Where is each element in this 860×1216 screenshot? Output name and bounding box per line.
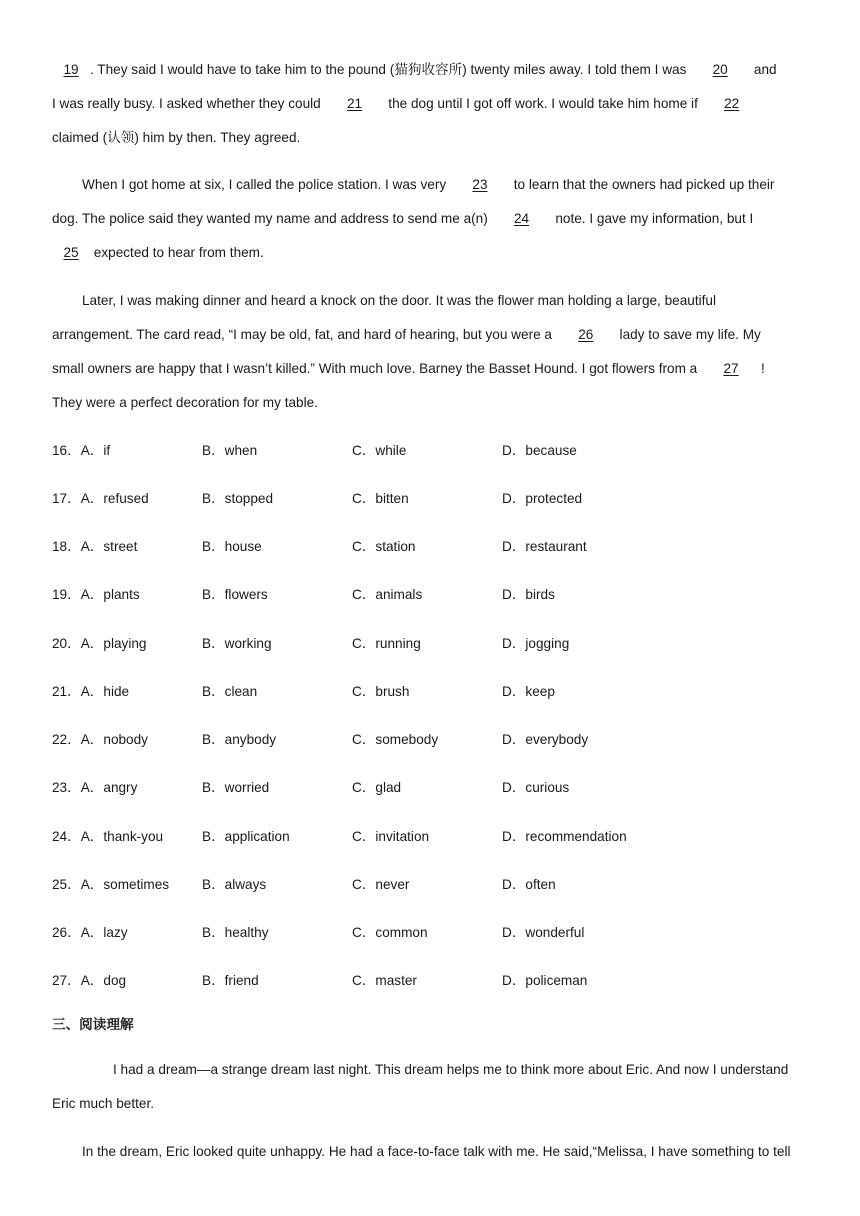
question-number: 21．	[52, 684, 81, 699]
option-d: D．policeman	[502, 973, 588, 988]
passage-text: They were a perfect decoration for my table.	[52, 395, 318, 410]
option-b: B．worried	[202, 780, 270, 795]
passage-text: to learn that the owners had picked up their	[509, 177, 775, 192]
passage-text: expected to hear from them.	[90, 245, 264, 260]
option-a	[52, 537, 137, 557]
question-options	[52, 971, 812, 991]
passage-text: claimed (认领) him by then. They agreed.	[52, 130, 301, 145]
option-a	[52, 778, 137, 798]
question-number: 27．	[52, 973, 81, 988]
option-d: D．jogging	[502, 636, 570, 651]
passage-text: small owners are happy that I wasn’t killed.” With much love. Barney the Basset Hound. I got flowers from a	[52, 361, 702, 376]
option-d: D．recommendation	[502, 829, 627, 844]
blank-20: 20	[712, 62, 728, 77]
option-b: B．stopped	[202, 491, 274, 506]
option-c: C．station	[352, 539, 416, 554]
option-a	[52, 585, 140, 605]
option-d: D．protected	[502, 491, 583, 506]
question-number: 16．	[52, 443, 81, 458]
question-number: 17．	[52, 491, 81, 506]
reading-line: I had a dream—a strange dream last night. This dream helps me to think more about Eric. And now I understand	[113, 1062, 789, 1077]
question-number: 20．	[52, 636, 81, 651]
question-number: 22．	[52, 732, 81, 747]
passage-line	[52, 94, 762, 114]
option-c: C．while	[352, 443, 407, 458]
passage-text: dog. The police said they wanted my name and address to send me a(n)	[52, 211, 492, 226]
option-c: C．bitten	[352, 491, 409, 506]
passage-line	[52, 359, 765, 379]
option-a-text: A．street	[80, 539, 138, 554]
passage-text: When I got home at six, I called the police station. I was very	[82, 177, 450, 192]
option-a	[52, 489, 149, 509]
option-a	[52, 730, 148, 750]
passage-text: arrangement. The card read, “I may be old, fat, and hard of hearing, but you were a	[52, 327, 556, 342]
option-c: C．invitation	[352, 829, 430, 844]
option-c: C．somebody	[352, 732, 439, 747]
option-c: C．animals	[352, 587, 423, 602]
passage-text: note. I gave my information, but I	[551, 211, 754, 226]
question-number: 24．	[52, 829, 81, 844]
option-b: B．flowers	[202, 587, 268, 602]
option-a-text: A．dog	[80, 973, 127, 988]
passage-line	[52, 209, 753, 229]
passage-line	[82, 291, 716, 311]
passage-line	[52, 60, 777, 80]
option-b: B．anybody	[202, 732, 277, 747]
option-d: D．curious	[502, 780, 570, 795]
passage-text: . They said I would have to take him to the pound (猫狗收容所) twenty miles away. I told them I was	[90, 62, 691, 77]
option-a-text: A．plants	[80, 587, 140, 602]
option-b: B．house	[202, 539, 262, 554]
question-options	[52, 778, 812, 798]
passage-text: and	[750, 62, 777, 77]
option-a-text: A．nobody	[80, 732, 148, 747]
question-options	[52, 682, 812, 702]
option-b: B．friend	[202, 973, 259, 988]
question-options	[52, 730, 812, 750]
option-d: D．wonderful	[502, 925, 585, 940]
blank-23: 23	[472, 177, 488, 192]
question-number: 19．	[52, 587, 81, 602]
option-a	[52, 827, 163, 847]
question-options	[52, 634, 812, 654]
passage-text: !	[761, 361, 765, 376]
question-options	[52, 585, 812, 605]
option-a	[52, 634, 146, 654]
option-a-text: A．angry	[80, 780, 138, 795]
option-b: B．healthy	[202, 925, 269, 940]
blank-27: 27	[723, 361, 739, 376]
passage-text: I was really busy. I asked whether they could	[52, 96, 325, 111]
blank-24: 24	[513, 211, 530, 226]
option-b: B．clean	[202, 684, 258, 699]
passage-line	[52, 128, 300, 148]
option-a-text: A．refused	[80, 491, 149, 506]
option-a	[52, 682, 129, 702]
option-d: D．everybody	[502, 732, 589, 747]
passage-line	[52, 325, 761, 345]
passage-text: the dog until I got off work. I would take him home if	[384, 96, 702, 111]
option-c: C．running	[352, 636, 421, 651]
blank-22: 22	[724, 96, 740, 111]
question-options	[52, 441, 812, 461]
blank-25: 25	[63, 245, 79, 260]
blank-21: 21	[346, 96, 363, 111]
option-c: C．never	[352, 877, 410, 892]
reading-line: Eric much better.	[52, 1096, 154, 1111]
section-heading: 三、阅读理解	[52, 1017, 134, 1032]
option-d: D．because	[502, 443, 577, 458]
option-c: C．master	[352, 973, 417, 988]
option-a	[52, 923, 128, 943]
question-options	[52, 875, 812, 895]
option-a	[52, 875, 169, 895]
question-options	[52, 537, 812, 557]
option-a-text: A．hide	[80, 684, 130, 699]
question-number: 23．	[52, 780, 81, 795]
question-number: 25．	[52, 877, 81, 892]
blank-26: 26	[578, 327, 594, 342]
blank-19: 19	[63, 62, 79, 77]
question-options	[52, 827, 812, 847]
option-c: C．brush	[352, 684, 410, 699]
option-b: B．working	[202, 636, 272, 651]
reading-line: In the dream, Eric looked quite unhappy. He had a face-to-face talk with me. He said,“Melissa, I have something to tell	[82, 1144, 791, 1159]
option-d: D．restaurant	[502, 539, 587, 554]
passage-text: Later, I was making dinner and heard a knock on the door. It was the flower man holding a large, beautiful	[82, 293, 717, 308]
option-d: D．birds	[502, 587, 555, 602]
option-b: B．when	[202, 443, 258, 458]
option-a-text: A．sometimes	[80, 877, 170, 892]
option-a-text: A．playing	[80, 636, 147, 651]
option-a-text: A．lazy	[80, 925, 128, 940]
option-b: B．application	[202, 829, 290, 844]
option-a	[52, 971, 126, 991]
option-d: D．often	[502, 877, 556, 892]
question-options	[52, 923, 812, 943]
passage-text: lady to save my life. My	[615, 327, 761, 342]
option-d: D．keep	[502, 684, 555, 699]
option-b: B．always	[202, 877, 267, 892]
option-c: C．glad	[352, 780, 402, 795]
passage-line	[82, 175, 774, 195]
passage-line	[52, 393, 318, 413]
question-number: 18．	[52, 539, 81, 554]
passage-line	[52, 243, 264, 263]
option-a	[52, 441, 110, 461]
question-number: 26．	[52, 925, 81, 940]
option-c: C．common	[352, 925, 428, 940]
question-options	[52, 489, 812, 509]
option-a-text: A．if	[80, 443, 111, 458]
option-a-text: A．thank-you	[80, 829, 164, 844]
